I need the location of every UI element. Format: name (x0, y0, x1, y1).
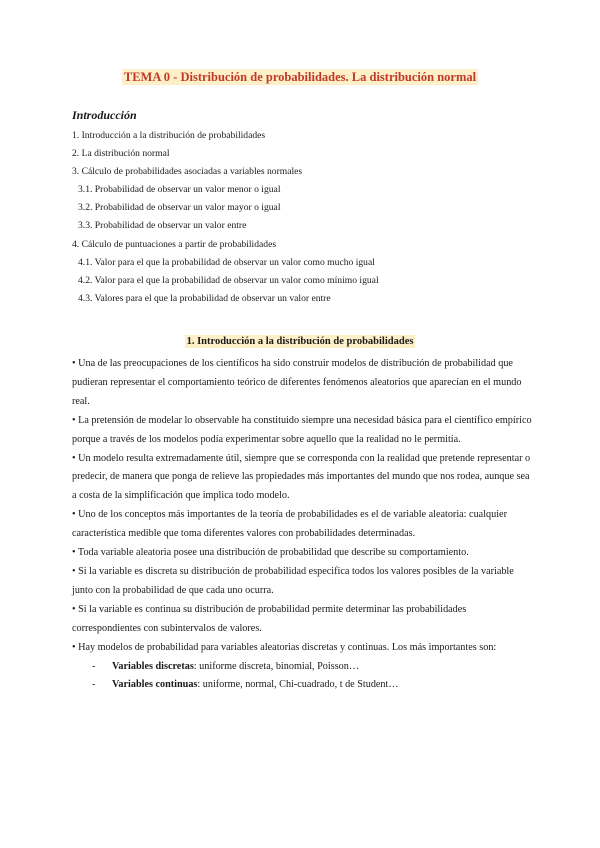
paragraph: • Hay modelos de probabilidad para variables aleatorias discretas y continuas. Los más importantes son: (72, 641, 497, 653)
toc-subitem: 3.1. Probabilidad de observar un valor menor o igual (78, 184, 281, 196)
section-1-body (72, 355, 534, 695)
toc-subitem: 4.3. Valores para el que la probabilidad de observar un valor entre (78, 292, 331, 304)
list-item (72, 676, 534, 695)
toc-subitem: 4.2. Valor para el que la probabilidad de observar un valor como mínimo igual (78, 274, 379, 286)
section-1-heading (0, 336, 600, 347)
paragraph: • Una de las preocupaciones de los científicos ha sido construir modelos de distribución de probabilidad que pudieran representar el comportamiento teórico de diferentes fenómenos aleatorios que aparecían en el mundo real. (72, 358, 522, 407)
list-item-text: : uniforme discreta, binomial, Poisson… (193, 660, 360, 672)
table-of-contents (72, 127, 532, 308)
toc-subitem: 3.3. Probabilidad de observar un valor entre (78, 220, 247, 232)
list-item-label: Variables continuas (112, 679, 198, 691)
toc-item: 4. Cálculo de puntuaciones a partir de probabilidades (72, 238, 277, 250)
toc-subitem: 4.1. Valor para el que la probabilidad de observar un valor como mucho igual (78, 256, 375, 268)
variable-types-list (72, 658, 534, 696)
section-1-heading-text: 1. Introducción a la distribución de probabilidades (186, 336, 414, 347)
paragraph: • Uno de los conceptos más importantes de la teoría de probabilidades es el de variable aleatoria: cualquier característica medible que toma diferentes valores con probabilidades determinadas. (72, 509, 507, 540)
toc-item: 3. Cálculo de probabilidades asociadas a variables normales (72, 166, 303, 178)
list-dash: - (92, 679, 96, 691)
list-item (72, 658, 534, 677)
toc-subitem: 3.2. Probabilidad de observar un valor mayor o igual (78, 202, 281, 214)
list-item-text: : uniforme, normal, Chi-cuadrado, t de Student… (197, 679, 399, 691)
list-item-label: Variables discretas (112, 660, 194, 672)
paragraph: • Toda variable aleatoria posee una distribución de probabilidad que describe su comportamiento. (72, 547, 469, 559)
intro-heading: Introducción (72, 108, 137, 122)
toc-item: 2. La distribución normal (72, 148, 170, 160)
document-title (0, 70, 600, 85)
list-dash: - (92, 660, 96, 672)
document-title-text: TEMA 0 - Distribución de probabilidades. La distribución normal (123, 70, 477, 84)
paragraph: • Si la variable es continua su distribución de probabilidad permite determinar las probabilidades correspondientes con subintervalos de valores. (72, 603, 467, 634)
toc-item: 1. Introducción a la distribución de probabilidades (72, 130, 266, 141)
paragraph: • Si la variable es discreta su distribución de probabilidad especifica todos los valores posibles de la variable junto con la probabilidad de que cada uno ocurra. (72, 565, 514, 596)
paragraph: • Un modelo resulta extremadamente útil, siempre que se corresponda con la realidad que pretende representar o predecir, de manera que ponga de relieve las propiedades más importantes del mundo que nos rodea, aunque sea a costa de la simplificación que implica todo modelo. (72, 452, 531, 502)
paragraph: • La pretensión de modelar lo observable ha constituido siempre una necesidad básica para el científico empírico porque a través de los modelos podía experimentar sobre aquello que la realidad no le permitía. (72, 414, 532, 445)
